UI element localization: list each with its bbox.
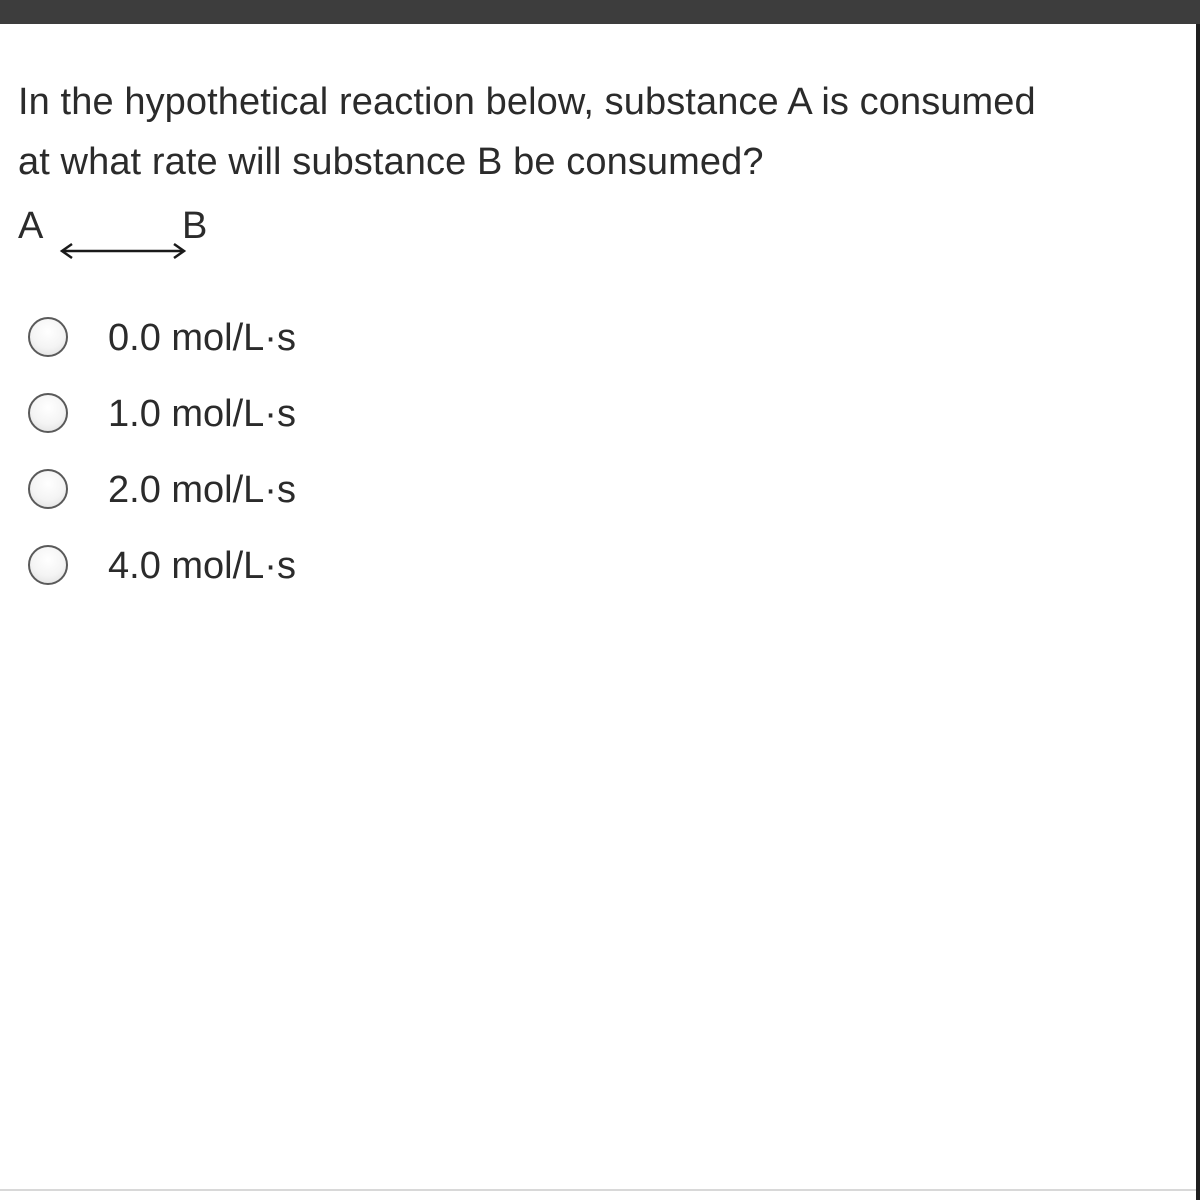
bottom-divider xyxy=(0,1189,1196,1191)
radio-button-4[interactable] xyxy=(28,545,68,585)
right-edge-border xyxy=(1196,24,1200,1200)
reaction-equation xyxy=(18,200,218,270)
answer-option-1[interactable] xyxy=(28,312,388,388)
top-bar xyxy=(0,0,1200,24)
question-text xyxy=(18,72,1196,192)
option-label-1[interactable]: 0.0 mol/L·s xyxy=(108,317,296,359)
question-line-1: In the hypothetical reaction below, substance A is consumed xyxy=(18,81,1036,123)
radio-button-3[interactable] xyxy=(28,469,68,509)
answer-option-2[interactable] xyxy=(28,388,388,464)
radio-button-1[interactable] xyxy=(28,317,68,357)
answer-option-3[interactable] xyxy=(28,464,388,540)
option-label-2[interactable]: 1.0 mol/L·s xyxy=(108,393,296,435)
answer-options xyxy=(28,312,388,616)
question-line-2: at what rate will substance B be consumed? xyxy=(18,141,764,183)
radio-button-2[interactable] xyxy=(28,393,68,433)
answer-option-4[interactable] xyxy=(28,540,388,616)
double-headed-arrow-icon xyxy=(58,238,188,264)
option-label-4[interactable]: 4.0 mol/L·s xyxy=(108,545,296,587)
option-label-3[interactable]: 2.0 mol/L·s xyxy=(108,469,296,511)
reactant-label: A xyxy=(18,205,44,247)
product-label: B xyxy=(182,205,208,247)
